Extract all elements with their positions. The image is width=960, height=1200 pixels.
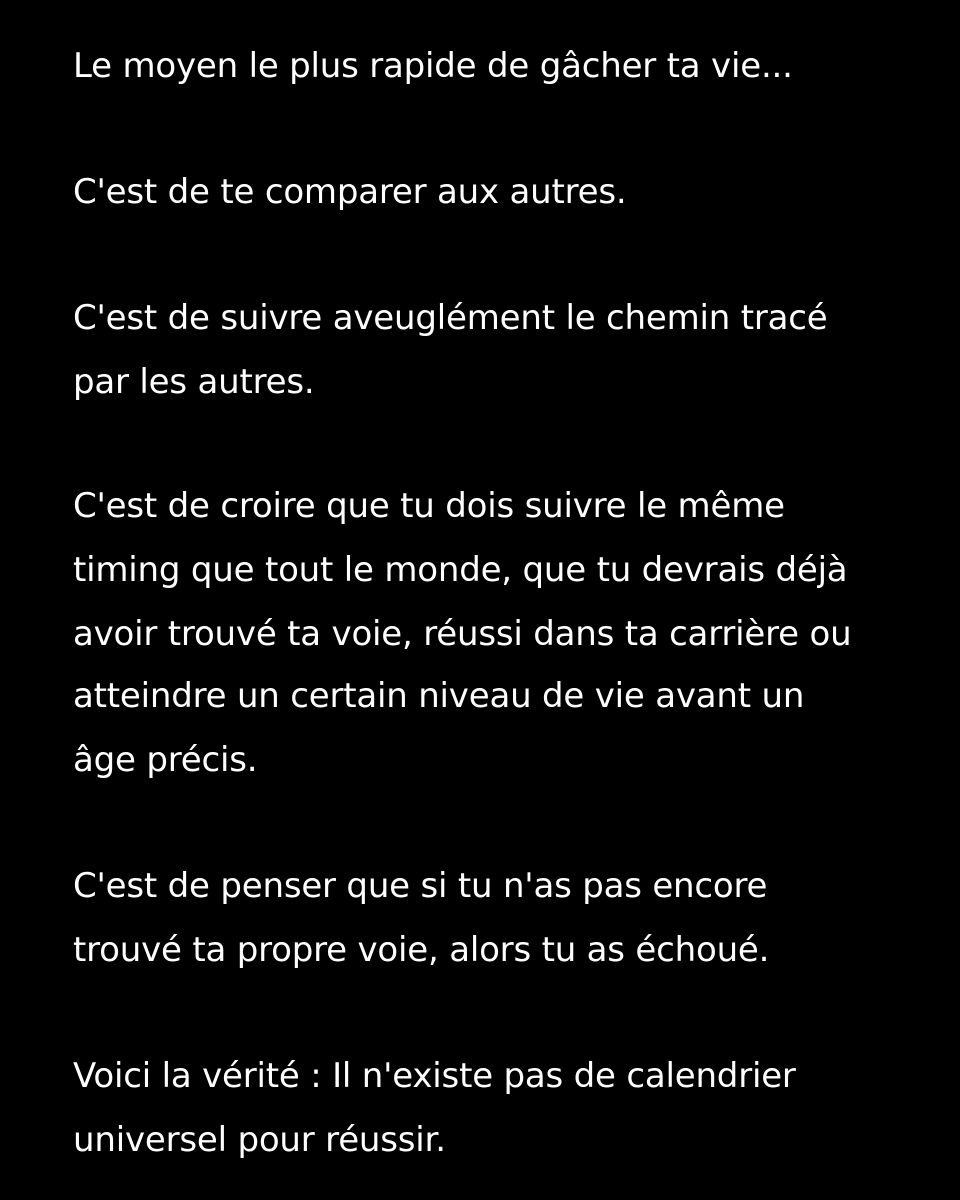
paragraph-4-line-3: avoir trouvé ta voie, réussi dans ta carrière ou xyxy=(73,614,852,654)
paragraph-4-line-1: C'est de croire que tu dois suivre le même xyxy=(73,486,785,526)
paragraph-6-line-1: Voici la vérité : Il n'existe pas de calendrier xyxy=(73,1056,796,1096)
paragraph-5-line-1: C'est de penser que si tu n'as pas encore xyxy=(73,866,768,906)
paragraph-4-line-4: atteindre un certain niveau de vie avant un xyxy=(73,676,805,716)
paragraph-4-line-2: timing que tout le monde, que tu devrais déjà xyxy=(73,550,848,590)
paragraph-5-line-2: trouvé ta propre voie, alors tu as échoué. xyxy=(73,930,770,970)
paragraph-3-line-2: par les autres. xyxy=(73,362,315,402)
paragraph-6-line-2: universel pour réussir. xyxy=(73,1120,446,1160)
paragraph-1-line-1: Le moyen le plus rapide de gâcher ta vie... xyxy=(73,46,793,86)
paragraph-3-line-1: C'est de suivre aveuglément le chemin tracé xyxy=(73,298,828,338)
paragraph-4-line-5: âge précis. xyxy=(73,740,258,780)
paragraph-2-line-1: C'est de te comparer aux autres. xyxy=(73,172,627,212)
